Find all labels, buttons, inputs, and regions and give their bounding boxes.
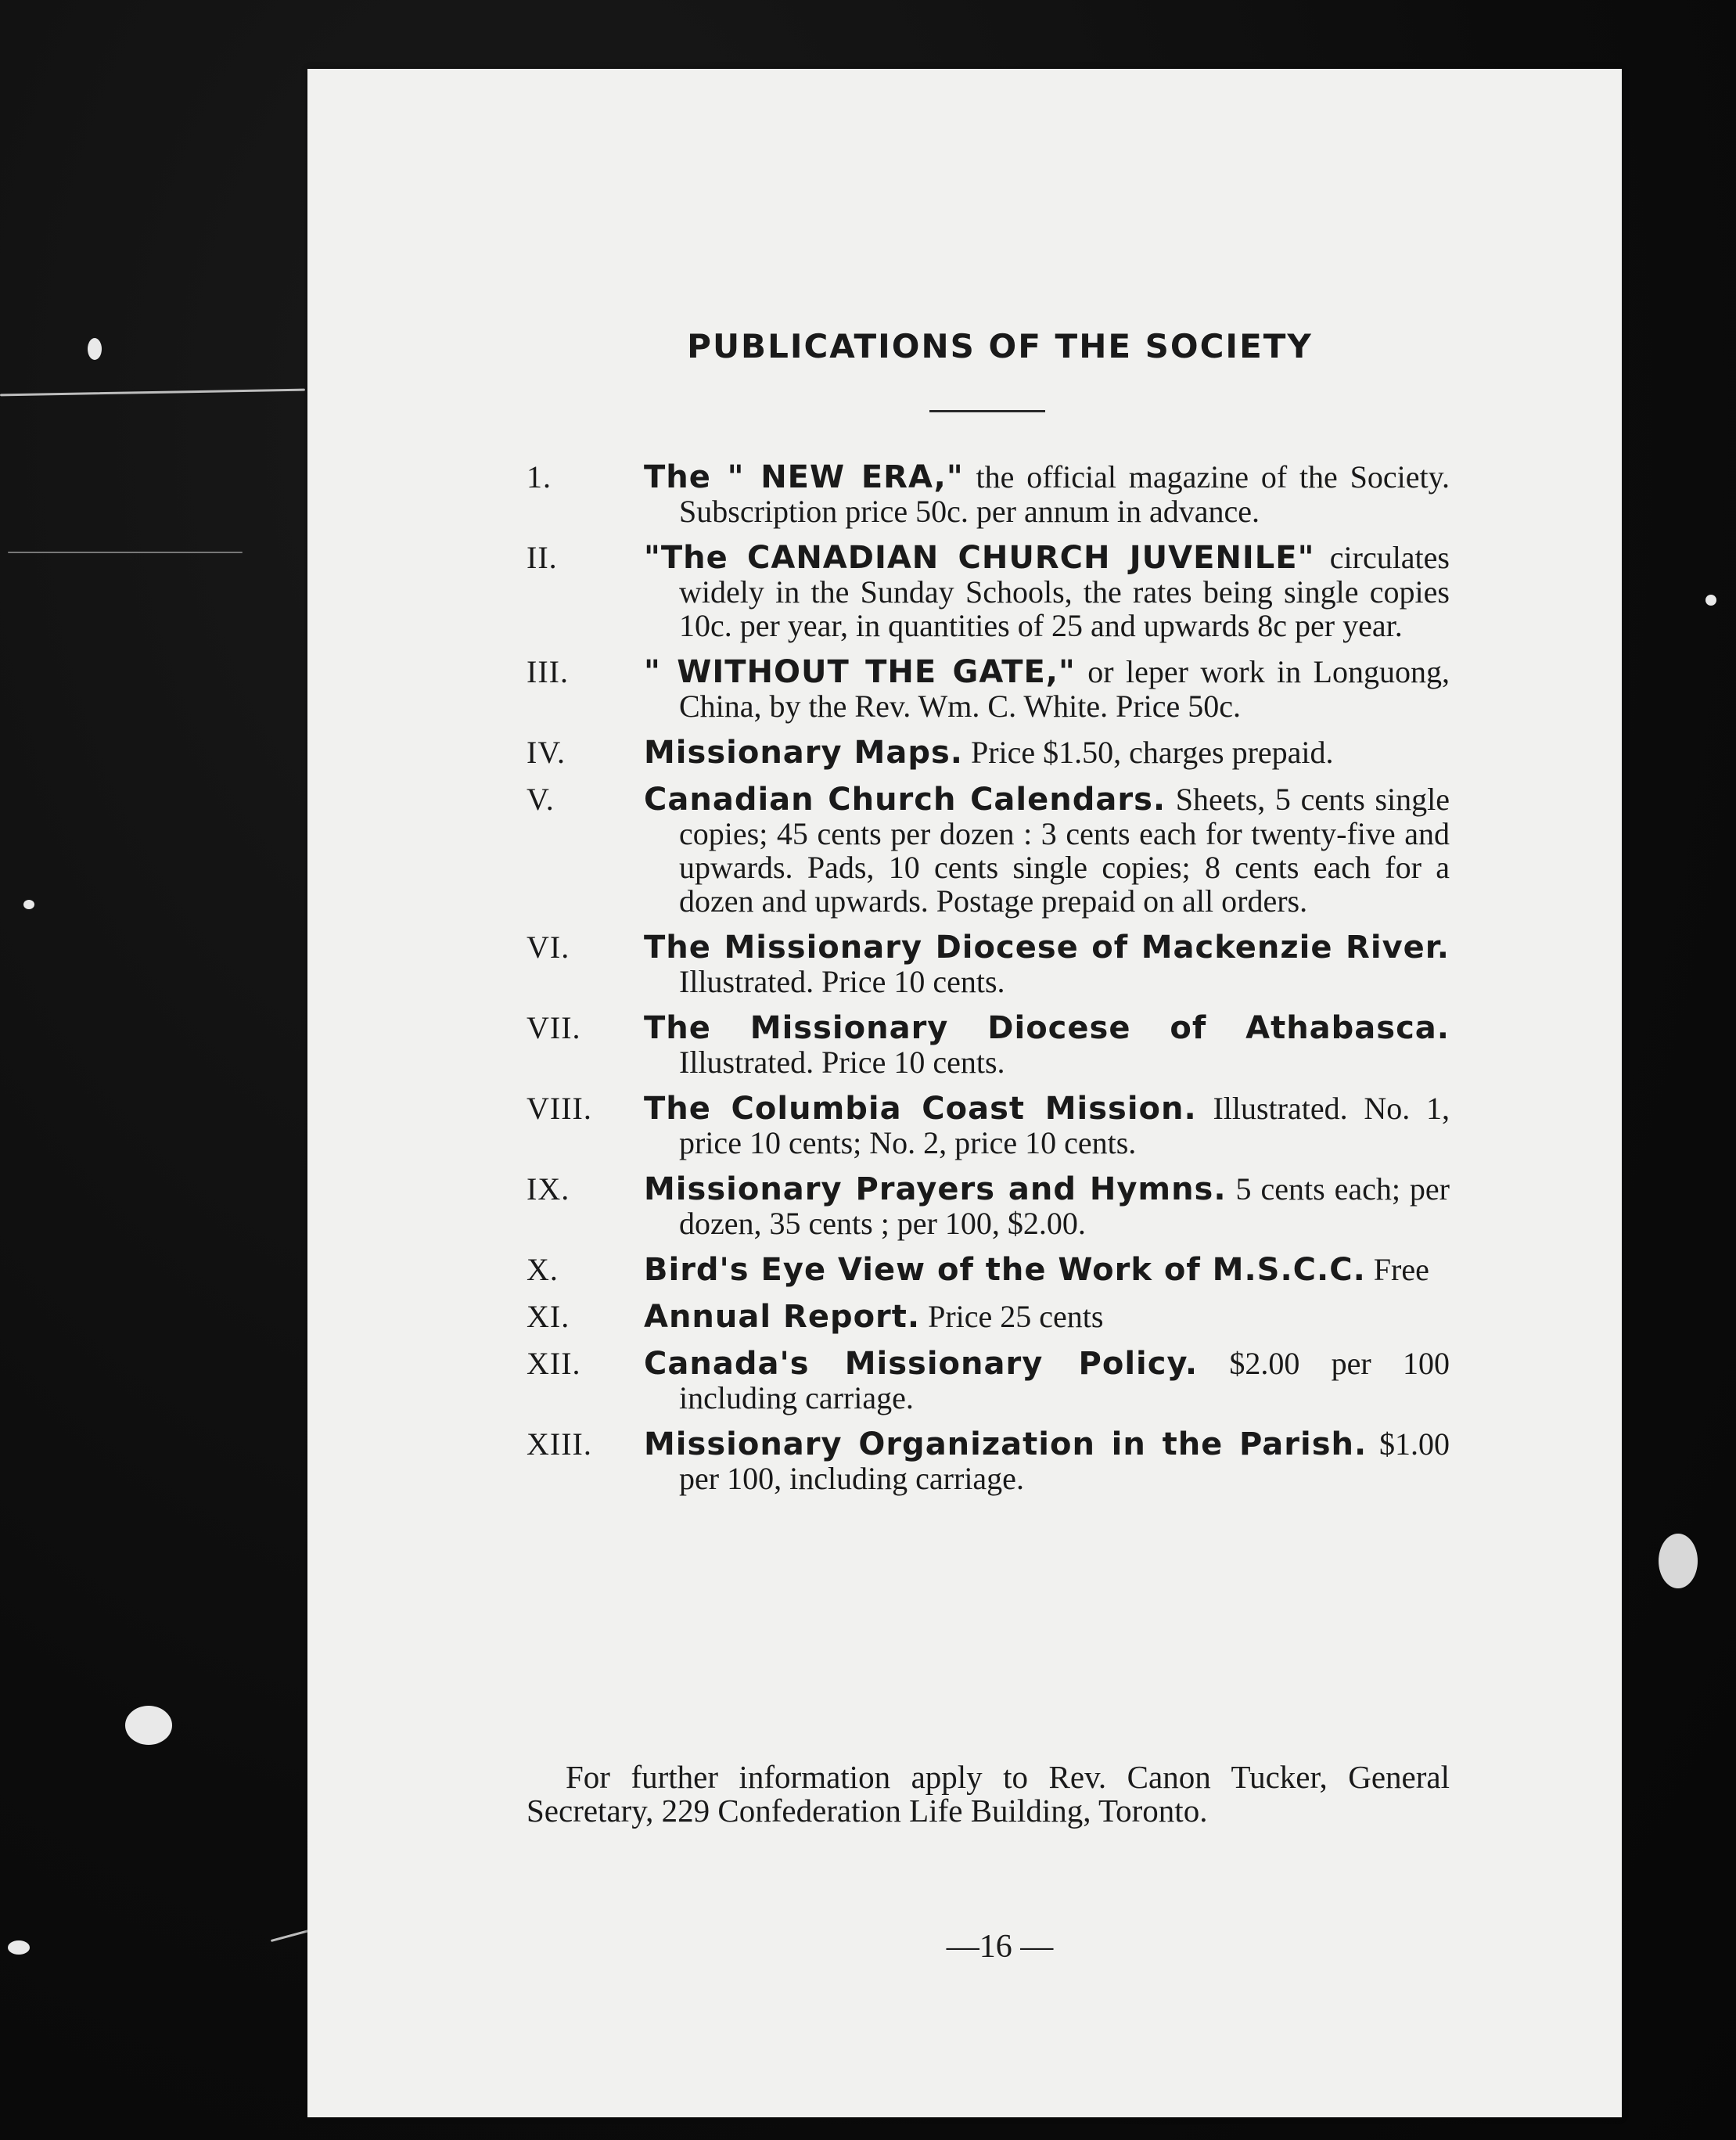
item-description: Sheets, 5 cents single copies; 45 cents per dozen : 3 cents each for twenty-five and upwards. Pads, 10 cents single copies; 8 cents each for a dozen and upwards. Postage prepaid on all orders. <box>679 782 1450 919</box>
list-item <box>527 1300 1450 1334</box>
item-body <box>644 1347 1450 1415</box>
list-item <box>527 1092 1450 1160</box>
film-speck <box>1659 1534 1698 1588</box>
item-title: Missionary Prayers and Hymns. <box>644 1171 1227 1207</box>
list-item <box>527 1427 1450 1495</box>
item-number: IX. <box>527 1171 570 1207</box>
page-number: —16 — <box>946 1929 1054 1965</box>
item-body <box>644 1172 1450 1240</box>
list-item <box>527 460 1450 528</box>
item-title: The Missionary Diocese of Athabasca. <box>644 1010 1450 1046</box>
item-description: $2.00 per 100 including carriage. <box>679 1346 1450 1415</box>
item-number: XI. <box>527 1299 570 1334</box>
item-body <box>644 782 1450 918</box>
item-number: XIII. <box>527 1426 592 1462</box>
item-description: Price 25 cents <box>920 1299 1104 1334</box>
item-title: " WITHOUT THE GATE," <box>644 654 1076 690</box>
film-speck <box>8 1940 30 1955</box>
item-body <box>644 736 1450 770</box>
page-title: PUBLICATIONS OF THE SOCIETY <box>687 327 1313 365</box>
item-body <box>644 655 1450 723</box>
item-title: Bird's Eye View of the Work of M.S.C.C. <box>644 1252 1366 1288</box>
item-body <box>644 541 1450 642</box>
item-number: III. <box>527 654 569 689</box>
item-number: VII. <box>527 1010 581 1045</box>
film-scratch <box>8 552 243 553</box>
item-body <box>644 1427 1450 1495</box>
item-description: Illustrated. Price 10 cents. <box>679 964 1005 999</box>
item-number: IV. <box>527 735 566 770</box>
item-title: Missionary Maps. <box>644 735 963 771</box>
list-item <box>527 1172 1450 1240</box>
item-number: 1. <box>527 459 552 495</box>
list-item <box>527 1011 1450 1079</box>
item-description: the official magazine of the Society. Subscription price 50c. per annum in advance. <box>679 459 1450 529</box>
item-description: Illustrated. No. 1, price 10 cents; No. 2, price 10 cents. <box>679 1091 1450 1160</box>
item-number: XII. <box>527 1346 581 1381</box>
item-number: VI. <box>527 930 570 965</box>
item-body <box>644 930 1450 998</box>
item-title: The Columbia Coast Mission. <box>644 1091 1197 1127</box>
item-description: Free <box>1365 1252 1429 1287</box>
item-number: X. <box>527 1252 559 1287</box>
item-title: Annual Report. <box>644 1299 921 1335</box>
item-description: $1.00 per 100, including carriage. <box>679 1426 1450 1496</box>
document-page <box>307 69 1622 2117</box>
film-speck <box>88 338 102 360</box>
item-description: Price $1.50, charges prepaid. <box>962 735 1334 770</box>
list-item <box>527 1347 1450 1415</box>
item-number: V. <box>527 782 555 817</box>
item-body <box>644 1092 1450 1160</box>
item-description: or leper work in Longuong, China, by the Rev. Wm. C. White. Price 50c. <box>679 654 1450 724</box>
item-title: Missionary Organization in the Parish. <box>644 1426 1368 1462</box>
list-item <box>527 1253 1450 1287</box>
item-body <box>644 1011 1450 1079</box>
film-speck <box>125 1706 172 1745</box>
item-description: 5 cents each; per dozen, 35 cents ; per 100, $2.00. <box>679 1171 1450 1241</box>
item-body <box>644 1300 1450 1334</box>
list-item <box>527 541 1450 642</box>
item-title: "The CANADIAN CHURCH JUVENILE" <box>644 540 1315 576</box>
publications-list <box>527 460 1450 1508</box>
film-speck <box>1705 595 1716 606</box>
film-speck <box>23 900 34 909</box>
item-title: The Missionary Diocese of Mackenzie River. <box>644 930 1450 966</box>
item-body <box>644 1253 1450 1287</box>
item-title: Canada's Missionary Policy. <box>644 1346 1199 1382</box>
heading-divider <box>929 410 1045 412</box>
further-information: For further information apply to Rev. Canon Tucker, General Secretary, 229 Confederation Life Building, Toronto. <box>527 1759 1450 1829</box>
item-number: VIII. <box>527 1091 592 1126</box>
item-number: II. <box>527 540 558 575</box>
list-item <box>527 736 1450 770</box>
list-item <box>527 655 1450 723</box>
list-item <box>527 930 1450 998</box>
item-body <box>644 460 1450 528</box>
item-description: circulates widely in the Sunday Schools, the rates being single copies 10c. per year, in quantities of 25 and upwards 8c per year. <box>679 540 1450 643</box>
item-description: Illustrated. Price 10 cents. <box>679 1045 1005 1080</box>
item-title: The " NEW ERA," <box>644 459 964 495</box>
list-item <box>527 782 1450 918</box>
item-title: Canadian Church Calendars. <box>644 782 1166 818</box>
